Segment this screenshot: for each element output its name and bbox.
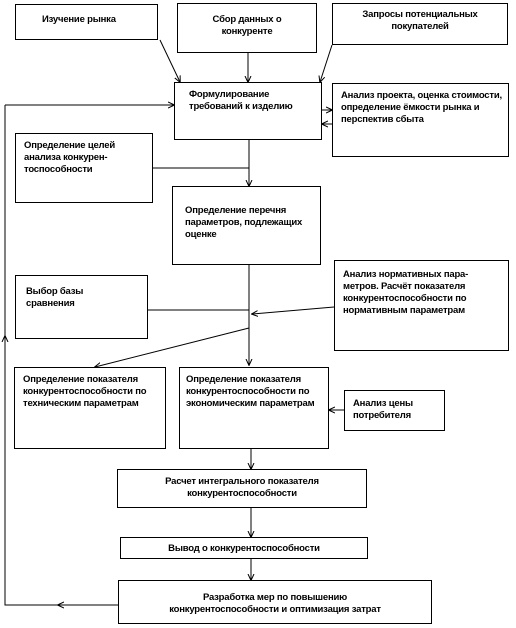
box-consumer-price: Анализ цены потребителя	[344, 390, 445, 431]
box-competitiveness-goals: Определение целей анализа конкурен- тоспособности	[15, 133, 153, 203]
arrow-normative-to-main-line	[252, 307, 334, 314]
box-conclusion: Вывод о конкурентоспособности	[120, 537, 368, 559]
box-requirements: Формулирование требований к изделию	[174, 82, 322, 140]
box-technical-index: Определение показателя конкурентоспособности по техническим параметрам	[14, 367, 166, 449]
box-comparison-base: Выбор базы сравнения	[15, 275, 148, 339]
box-competitor-data: Сбор данных о конкуренте	[177, 3, 317, 53]
box-measures: Разработка мер по повышению конкурентоспособности и оптимизация затрат	[118, 580, 432, 624]
arrow-requests-to-requirements	[320, 45, 332, 82]
box-integral-index: Расчет интегрального показателя конкурентоспособности	[117, 469, 367, 508]
box-market-study: Изучение рынка	[15, 4, 158, 40]
box-parameter-list: Определение перечня параметров, подлежащих оценке	[172, 186, 321, 265]
box-normative-analysis: Анализ нормативных пара- метров. Расчёт показателя конкурентоспособности по нормативным параметрам	[334, 260, 509, 351]
box-buyer-requests: Запросы потенциальных покупателей	[332, 3, 508, 45]
box-project-analysis: Анализ проекта, оценка стоимости, определение ёмкости рынка и перспектив сбыта	[332, 83, 509, 157]
box-economic-index: Определение показателя конкурентоспособности по экономическим параметрам	[179, 367, 329, 449]
